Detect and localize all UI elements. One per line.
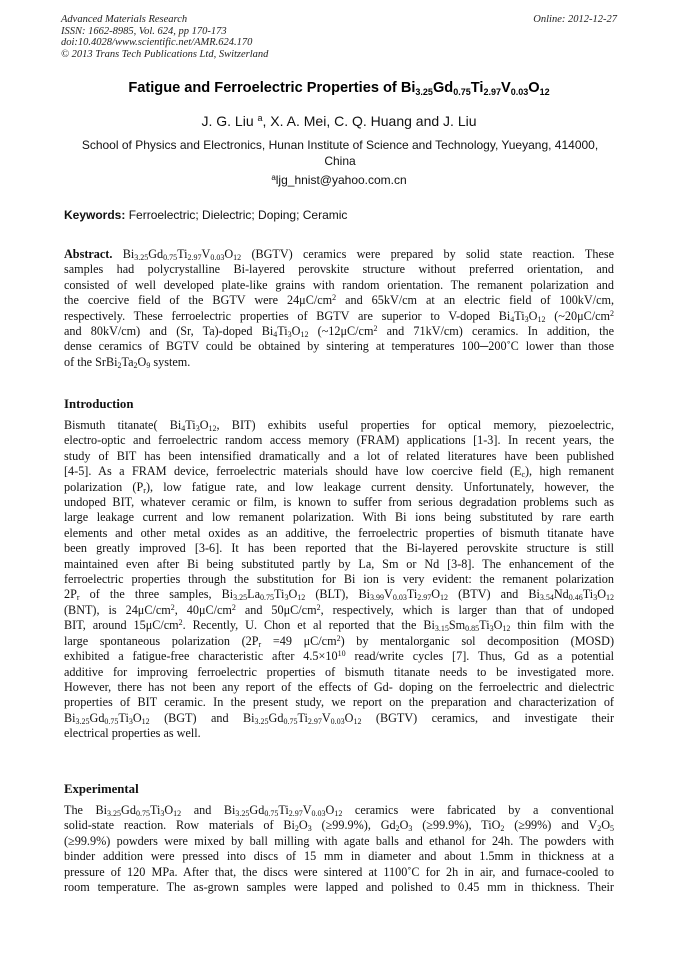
introduction-line: properties of BIT ceramic. In the present study, we report on the preparation and characterization of [64, 695, 614, 710]
experimental-line: binder addition were pressed into discs of 15 mm in diameter and about 1.5mm in thickness at a [64, 849, 614, 864]
abstract-line: the coercive field of the BGTV were $24\mu C/cm^2$ and 65kV/cm at an electric field of 100kV/cm, [64, 293, 615, 308]
introduction-line: maintained even after Bi being substituted partly by La, Sm or Nd [3-8]. The enhancement of the [64, 556, 614, 571]
section-heading-introduction: Introduction [64, 397, 134, 411]
introduction-line: undoped BIT, whatever ceramic or film, is known to suffer from serious degradation problems such as [64, 495, 614, 510]
experimental-line: The $Bi_{3.25}Gd_{0.75}Ti_3O_{12}$ and $Bi_{3.25}Gd_{0.75}Ti_{2.97}V_{0.03}O_{12}$ ceramics were fabricated by a conventional [64, 803, 614, 818]
online-date: Online: 2012-12-27 [533, 14, 617, 25]
keywords: Keywords: Ferroelectric; Dielectric; Doping; Ceramic [64, 208, 348, 222]
abstract-line: and 80kV/cm) and (Sr, Ta)-doped $Bi_4Ti_3O_{12}$ ($\sim 12\mu C/cm^2$ and 71kV/cm) ceramics. In addition, the [64, 324, 614, 340]
author-email[interactable]: $^a$ljg_hnist@yahoo.com.cn [271, 173, 407, 187]
introduction-line: $2P_r$ of the three samples, $Bi_{3.25}La_{0.75}Ti_3O_{12}$ (BLT), $Bi_{3.99}V_{0.03}Ti_{2.97}O_{12}$ (BTV) and $Bi_{3.54}Nd_{0.46}Ti_3O_{12}$ [64, 587, 614, 603]
introduction-line: polarization $(P_r)$, low fatigue rate, and low leakage current density. Unfortunately, however, the [64, 479, 614, 495]
journal-name: Advanced Materials Research [61, 14, 188, 25]
introduction-line: ferroelectric properties through the substitution for Bi ion is very evident: the remanent polarization [64, 572, 614, 587]
introduction-line: large spontaneous polarization ($2P_r =49$ $\mu C/cm^2$) by mentalorganic sol decomposition (MOSD) [64, 633, 614, 649]
introduction-line: been greatly improved [3-6]. It has been reported that the Bi-layered perovskite structure is still [64, 541, 614, 556]
abstract-line: of the $SrBi_2Ta_2O_9$ system. [64, 354, 191, 370]
paper-title: Fatigue and Ferroelectric Properties of $Bi_{3.25}Gd_{0.75}Ti_{2.97}V_{0.03}O_{12}$ [128, 80, 550, 97]
introduction-line: study of BIT has been intensified dramatically and a lot of related literatures have been published [64, 448, 614, 463]
experimental-body [64, 803, 614, 895]
doi-line: doi:10.4028/www.scientific.net/AMR.624.170 [61, 37, 253, 49]
journal-header [61, 14, 617, 60]
abstract-line: samples had polycrystalline Bi-layered perovskite structure without preferred orientation, and [64, 262, 614, 277]
abstract-line: dense ceramics of BGTV could be obtained by sintering at temperatures 100─200˚C lower than those [64, 339, 614, 354]
introduction-line: large leakage current and low remanent polarization. With Bi ions being substituted by rare earth [64, 510, 614, 525]
introduction-body [64, 418, 614, 742]
experimental-line: (≥99.9%) powders were mixed by ball milling with agate balls and ethanol for 24h. The powders with [64, 833, 614, 848]
abstract-line: consisted of well developed plate-like grains with random orientation. The remanent polarization and [64, 277, 614, 292]
affiliation: School of Physics and Electronics, Hunan Institute of Science and Technology, Yueyang, 414000, China [81, 138, 599, 168]
abstract [64, 247, 614, 370]
issn-line: ISSN: 1662-8985, Vol. 624, pp 170-173 [61, 25, 227, 37]
introduction-line: electro-optic and ferroelectric random access memory (FRAM) applications [1-3]. In recent years, the [64, 433, 614, 448]
experimental-line: room temperature. The as-grown samples were lapped and polished to 0.45 mm in thickness. Their [64, 880, 614, 895]
experimental-line: pressure of 120 MPa. After that, the discs were sintered at 1100˚C for 2h in air, and furnace-cooled to [64, 864, 614, 879]
introduction-line: additive for improving ferroelectric properties of bismuth titanate needs to be investigated more. [64, 664, 614, 679]
abstract-line: Abstract. $Bi_{3.25}Gd_{0.75}Ti_{2.97}V_{0.03}O_{12}$ (BGTV) ceramics were prepared by solid state reaction. These [64, 247, 615, 262]
introduction-line: exhibited a fatigue-free characteristic after $4.5\times 10^{10}$ read/write cycles [7]. Thus, Gd as a potential [64, 649, 614, 664]
introduction-line: $Bi_{3.25}Gd_{0.75}Ti_3O_{12}$ (BGT) and $Bi_{3.25}Gd_{0.75}Ti_{2.97}V_{0.03}O_{12}$ (BGTV) ceramics, and investigate their [64, 710, 615, 726]
introduction-line: electrical properties as well. [64, 726, 201, 741]
introduction-line: (BNT), is $24\mu C/cm^2$, $40\mu C/cm^2$ and $50\mu C/cm^2$, respectively, which is larger than that of undoped [64, 602, 614, 617]
abstract-line: respectively. These ferroelectric properties of BGTV are superior to V-doped $Bi_4Ti_3O_{12}$ ($\sim 20\mu C/cm^2$ [64, 308, 615, 324]
experimental-line: solid-state reaction. Row materials of $Bi_2O_3$ (≥99.9%), $Gd_2O_3$ (≥99.9%), TiO$_2$ (≥99%) and $V_2O_5$ [64, 818, 615, 834]
introduction-line: [4-5]. As a FRAM device, ferroelectric materials should have low coercive field $(E_c)$, high remanent [64, 464, 614, 480]
introduction-line: elements and other metal oxides as an additive, the ferroelectric properties of bismuth titanate have [64, 525, 614, 540]
introduction-line: Bismuth titanate( $Bi_4Ti_3O_{12}$, BIT) exhibits useful properties for optical memory, piezoelectric, [64, 418, 614, 433]
introduction-line: However, there has not been any report of the effects of Gd- doping on the ferroelectric and dielectric [64, 679, 614, 694]
copyright-line: © 2013 Trans Tech Publications Ltd, Switzerland [61, 48, 269, 60]
introduction-line: BIT, around $15\mu C/cm^2$. Recently, U. Chon et al reported that the $Bi_{3.15}Sm_{0.85}Ti_3O_{12}$ thin film with the [64, 618, 614, 634]
section-heading-experimental: Experimental [64, 782, 139, 796]
author-list: J. G. Liu $^a$, X. A. Mei, C. Q. Huang and J. Liu [201, 113, 477, 129]
